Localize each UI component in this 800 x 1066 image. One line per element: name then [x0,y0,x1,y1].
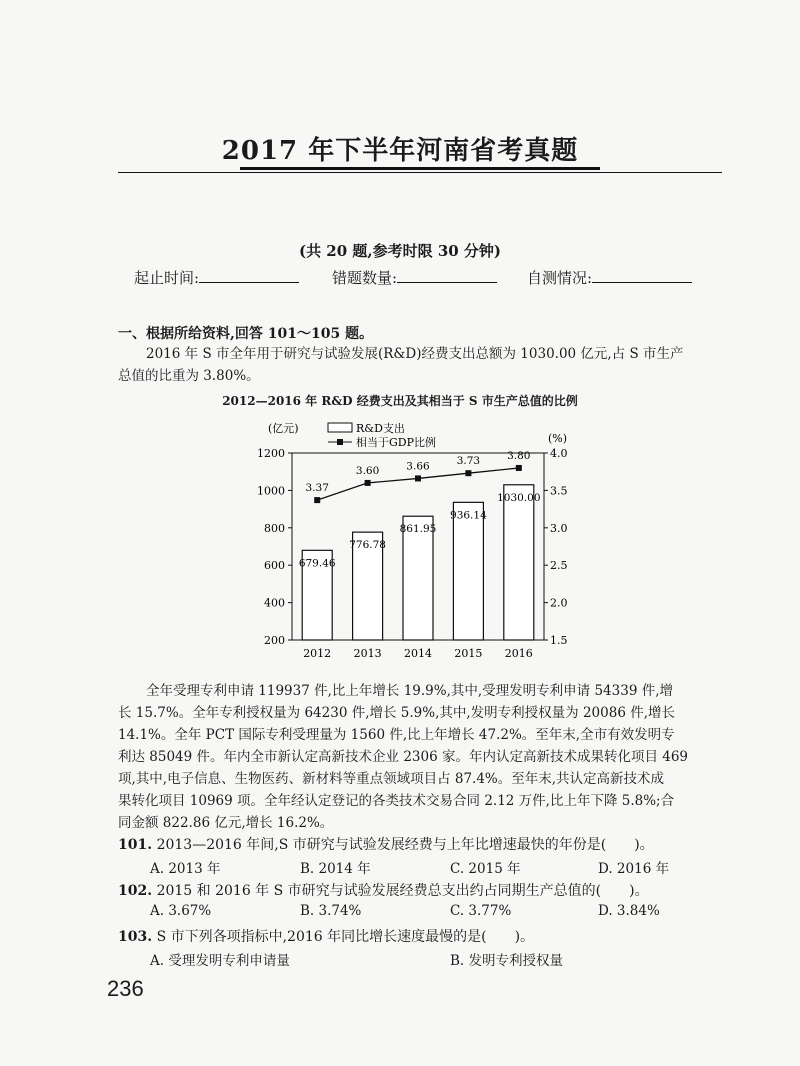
option-101-d[interactable]: D. 2016 年 [598,861,670,877]
start-time-blank [199,268,299,283]
question-text: 2015 和 2016 年 S 市研究与试验发展经费总支出约占同期生产总值的( )。 [156,883,649,899]
bar-value-label: 1030.00 [497,491,541,504]
option-101-c[interactable]: C. 2015 年 [450,861,521,877]
gdp-ratio-point-2015 [465,470,471,476]
body-line: 项,其中,电子信息、生物医药、新材料等重点领域项目占 87.4%。至年末,共认定高新技术成 [118,771,665,787]
question-text: 2013—2016 年间,S 市研究与试验发展经费与上年比增速最快的年份是( )。 [156,837,654,853]
gdp-ratio-label: 3.80 [507,449,531,462]
right-axis-tick-label: 4.0 [550,447,568,460]
legend-line-marker [337,439,343,445]
question-number: 103. [118,929,153,945]
self-assessment-label: 自测情况: [527,269,593,287]
gdp-ratio-label: 3.73 [456,455,481,468]
gdp-ratio-point-2016 [516,465,522,471]
question-103 [118,926,534,946]
x-axis-tick-label: 2013 [353,647,382,660]
bar-2015 [453,502,483,640]
legend-line-label: 相当于GDP比例 [356,436,437,449]
gdp-ratio-label: 3.66 [406,460,430,473]
gdp-ratio-point-2012 [314,497,320,503]
body-line: 同金额 822.86 亿元,增长 16.2%。 [118,815,334,831]
option-102-d[interactable]: D. 3.84% [598,903,660,919]
option-101-a[interactable]: A. 2013 年 [150,861,221,877]
option-102-a[interactable]: A. 3.67% [150,903,212,919]
body-text [118,680,688,834]
left-axis-tick-label: 400 [264,596,285,610]
body-line: 14.1%。全年 PCT 国际专利受理量为 1560 件,比上年增长 47.2%。至年末,全市有效发明专 [118,727,675,743]
left-axis-tick-label: 1000 [257,484,285,498]
question-101 [118,834,654,854]
x-axis-tick-label: 2016 [504,647,533,660]
bar-value-label: 776.78 [349,539,386,552]
left-axis-tick-label: 200 [264,634,285,647]
error-count-label: 错题数量: [332,269,398,287]
gdp-ratio-label: 3.37 [305,482,329,495]
right-axis-tick-label: 3.0 [550,521,568,535]
gdp-ratio-line [317,468,519,500]
title-underline [240,167,600,170]
option-103-b[interactable]: B. 发明专利授权量 [450,953,564,969]
section-heading: 一、根据所给资料,回答 101～105 题。 [118,326,374,342]
gdp-ratio-label: 3.60 [355,464,380,477]
intro-line-2: 总值的比重为 3.80%。 [118,368,260,384]
question-number: 102. [118,883,153,899]
title-rule [118,172,722,173]
body-line: 果转化项目 10969 项。全年经认定登记的各类技术交易合同 2.12 万件,比上年下降 5.8%;合 [118,793,675,809]
start-time-field [134,267,299,288]
legend-bar-swatch [328,423,352,432]
left-axis-tick-label: 1200 [257,447,285,460]
question-number: 101. [118,837,153,853]
body-line: 全年受理专利申请 119937 件,比上年增长 19.9%,其中,受理发明专利申请 54339 件,增 [146,683,673,699]
question-text: S 市下列各项指标中,2016 年同比增长速度最慢的是( )。 [156,929,535,945]
option-101-b[interactable]: B. 2014 年 [300,861,371,877]
x-axis-tick-label: 2014 [404,647,432,660]
rd-chart [250,420,590,665]
chart-title: 2012—2016 年 R&D 经费支出及其相当于 S 市生产总值的比例 [222,394,578,408]
bar-2016 [504,485,534,640]
intro-line-1: 2016 年 S 市全年用于研究与试验发展(R&D)经费支出总额为 1030.00 亿元,占 S 市生产 [146,346,684,362]
bar-value-label: 861.95 [399,523,437,536]
self-assessment-field [527,267,692,288]
page-number: 236 [107,976,144,1001]
right-axis-tick-label: 2.5 [550,559,568,573]
gdp-ratio-point-2013 [365,480,371,486]
right-axis-tick-label: 1.5 [550,634,568,647]
right-axis-unit: (%) [548,432,568,445]
bar-value-label: 936.14 [450,509,487,522]
left-axis-tick-label: 800 [264,521,285,535]
left-axis-tick-label: 600 [264,559,285,573]
right-axis-tick-label: 3.5 [550,484,568,498]
start-time-label: 起止时间: [134,269,200,287]
bar-value-label: 679.46 [298,557,336,570]
option-102-b[interactable]: B. 3.74% [300,903,362,919]
page-title: 2017 年下半年河南省考真题 [221,136,579,166]
error-count-field [332,267,497,288]
self-assessment-blank [592,268,692,283]
x-axis-tick-label: 2012 [303,647,332,660]
left-axis-unit: (亿元) [268,422,299,435]
question-102 [118,880,649,900]
x-axis-tick-label: 2015 [454,647,483,660]
time-limit-note: (共 20 题,参考时限 30 分钟) [298,242,502,260]
option-103-a[interactable]: A. 受理发明专利申请量 [150,953,290,969]
option-102-c[interactable]: C. 3.77% [450,903,512,919]
gdp-ratio-point-2014 [415,475,421,481]
body-line: 利达 85049 件。年内全市新认定高新技术企业 2306 家。年内认定高新技术成果转化项目 469 [118,749,689,765]
legend-bar-label: R&D支出 [356,422,405,435]
error-count-blank [397,268,497,283]
body-line: 长 15.7%。全年专利授权量为 64230 件,增长 5.9%,其中,发明专利授权量为 20086 件,增长 [118,705,675,721]
right-axis-tick-label: 2.0 [550,596,568,610]
